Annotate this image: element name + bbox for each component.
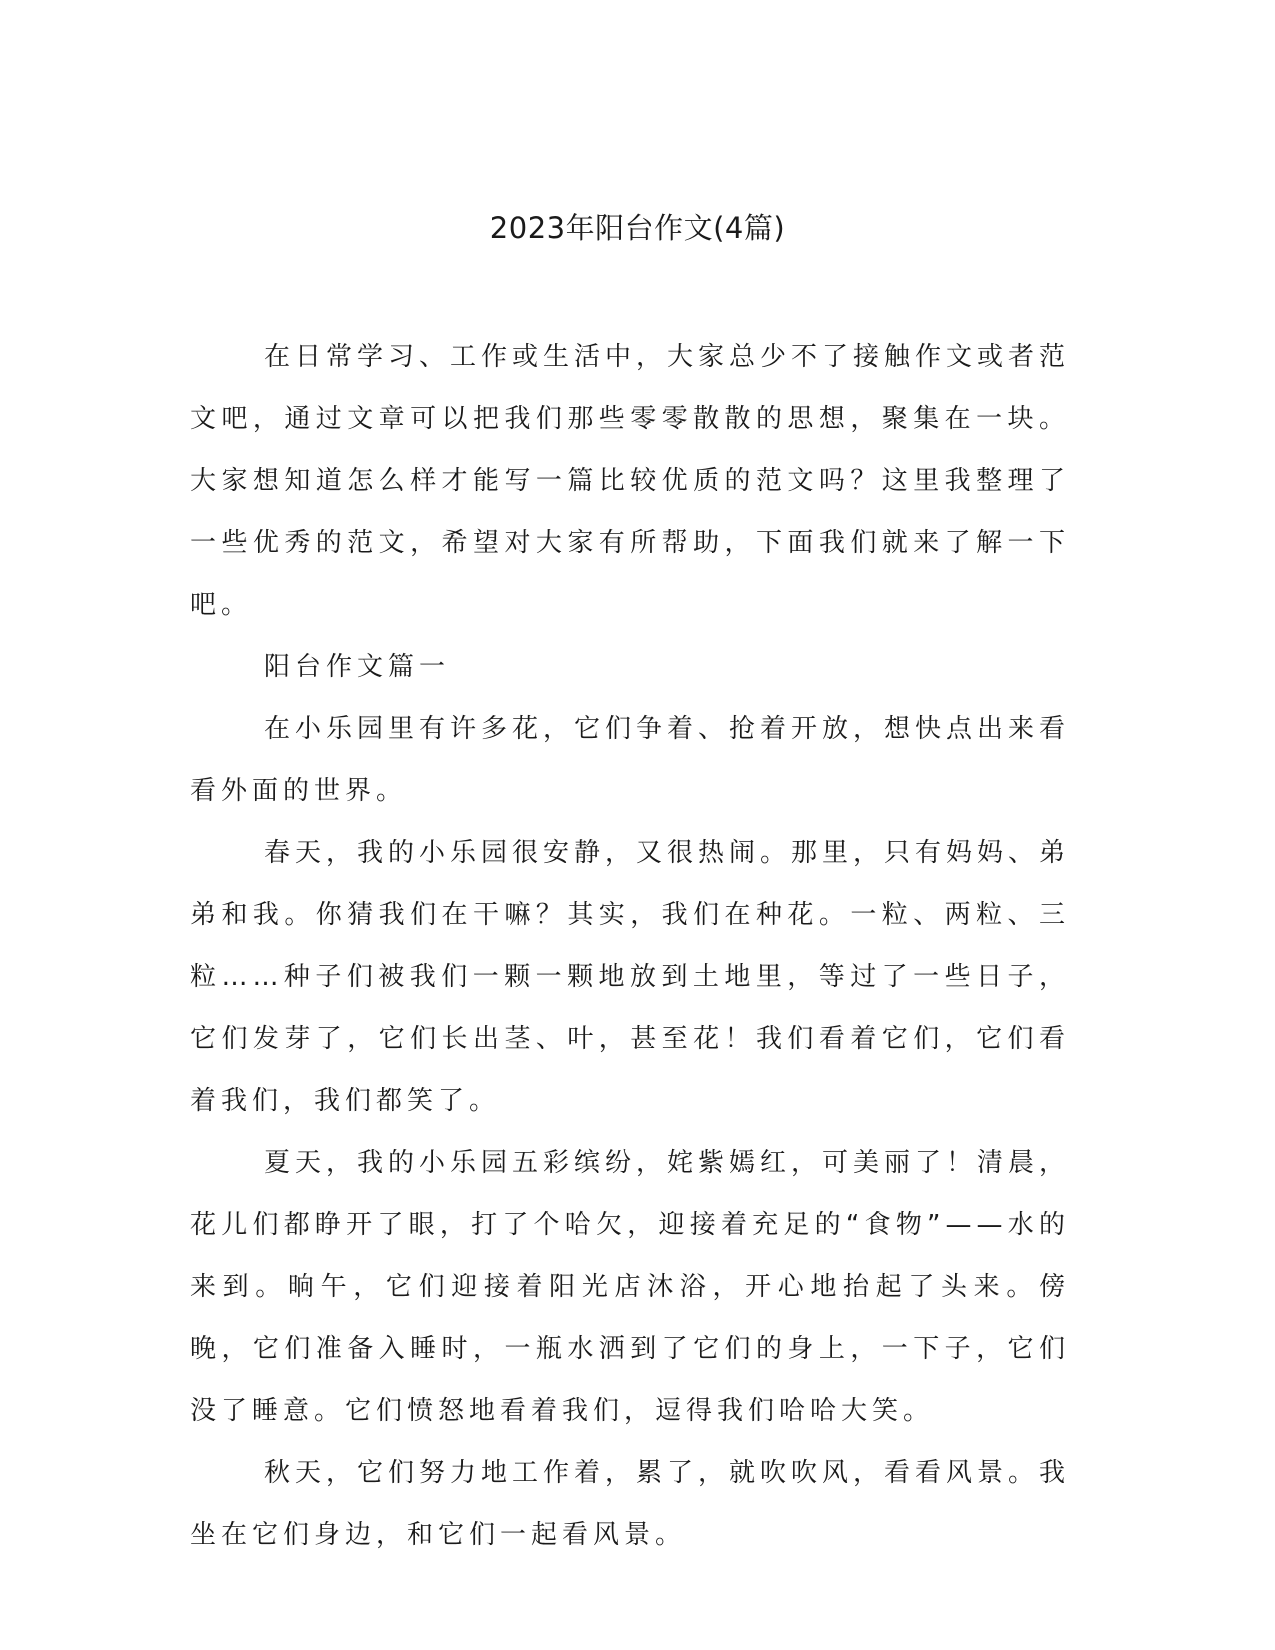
- document-title: 2023年阳台作文(4篇): [489, 211, 786, 245]
- body-paragraph: 夏天，我的小乐园五彩缤纷，姹紫嫣红，可美丽了！清晨，花儿们都睁开了眼，打了个哈欠，迎接着充足的“食物”——水的来到。晌午，它们迎接着阳光店沐浴，开心地抬起了头来。傍晚，它们准备入睡时，一瓶水洒到了它们的身上，一下子，它们没了睡意。它们愤怒地看着我们，逗得我们哈哈大笑。: [190, 1148, 1071, 1426]
- body-paragraph: 秋天，它们努力地工作着，累了，就吹吹风，看看风景。我坐在它们身边，和它们一起看风景。: [190, 1458, 1071, 1550]
- section-heading: 阳台作文篇一: [264, 652, 451, 682]
- body-paragraph: 春天，我的小乐园很安静，又很热闹。那里，只有妈妈、弟弟和我。你猜我们在干嘛？其实，我们在种花。一粒、两粒、三粒……种子们被我们一颗一颗地放到土地里，等过了一些日子，它们发芽了，它们长出茎、叶，甚至花！我们看着它们，它们看着我们，我们都笑了。: [190, 838, 1071, 1116]
- document-body: [190, 326, 1070, 1566]
- body-paragraph: 在小乐园里有许多花，它们争着、抢着开放，想快点出来看看外面的世界。: [190, 714, 1071, 806]
- intro-paragraph: 在日常学习、工作或生活中，大家总少不了接触作文或者范文吧，通过文章可以把我们那些零零散散的思想，聚集在一块。大家想知道怎么样才能写一篇比较优质的范文吗？这里我整理了一些优秀的范文，希望对大家有所帮助，下面我们就来了解一下吧。: [190, 342, 1071, 620]
